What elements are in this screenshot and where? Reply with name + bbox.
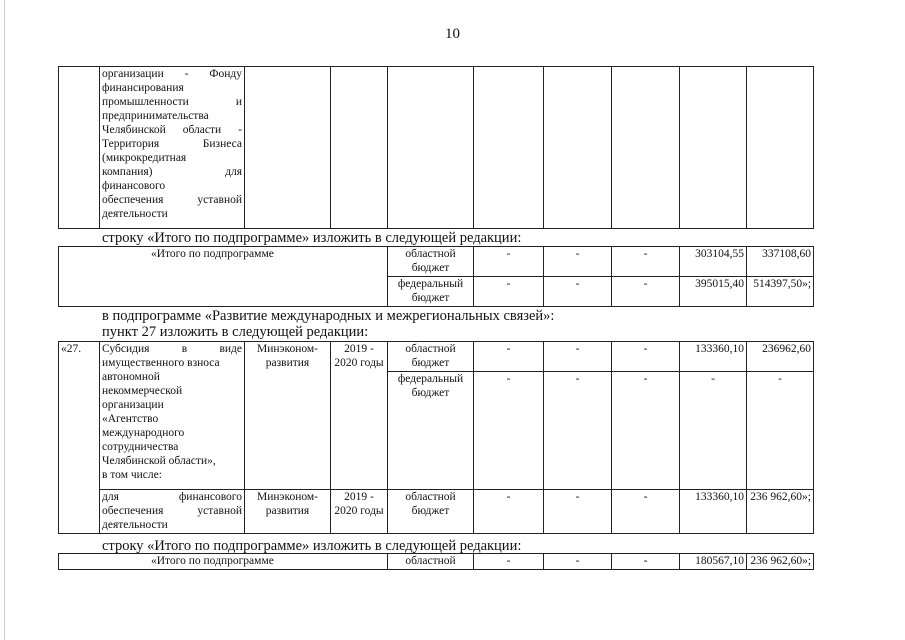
- page-edge-line: [4, 0, 5, 640]
- budget-label: областной бюджет: [388, 490, 474, 534]
- value-cell: 337108,60: [747, 247, 814, 277]
- cell-empty: [474, 67, 544, 229]
- cell-description: организации - Фонду финансирования промышленности и предпринимательства Челябинской области - Территория Бизнеса (микрокредитная компания) для финансового обеспечения уставной деятельности: [100, 67, 245, 229]
- budget-label: федеральный бюджет: [388, 372, 474, 490]
- executor: Минэконом-развития: [245, 342, 331, 490]
- item-number: «27.: [59, 342, 100, 534]
- executor: Минэконом-развития: [245, 490, 331, 534]
- total-label: «Итого по подпрограмме: [59, 247, 388, 307]
- value-cell: 133360,10: [680, 342, 747, 372]
- value-cell: -: [612, 277, 680, 307]
- value-cell: 133360,10: [680, 490, 747, 534]
- cell-empty: [331, 67, 388, 229]
- value-cell: -: [612, 490, 680, 534]
- sub-description: для финансового обеспечения уставной деятельности: [100, 490, 245, 534]
- value-cell: -: [612, 247, 680, 277]
- value-cell: -: [544, 554, 612, 570]
- value-cell: 303104,55: [680, 247, 747, 277]
- cell-empty: [245, 67, 331, 229]
- instruction-text: строку «Итого по подпрограмме» изложить в следующей редакции:: [102, 538, 522, 554]
- value-cell: -: [544, 342, 612, 372]
- value-cell: 395015,40: [680, 277, 747, 307]
- table-item-27: [58, 341, 814, 534]
- budget-label: областной: [388, 554, 474, 570]
- cell-empty: [388, 67, 474, 229]
- page-number: 10: [445, 26, 460, 42]
- value-cell: -: [474, 342, 544, 372]
- value-cell: -: [612, 372, 680, 490]
- value-cell: -: [474, 554, 544, 570]
- value-cell: -: [680, 372, 747, 490]
- value-cell: 514397,50»;: [747, 277, 814, 307]
- instruction-text: пункт 27 изложить в следующей редакции:: [102, 324, 369, 340]
- value-cell: -: [747, 372, 814, 490]
- value-cell: 180567,10: [680, 554, 747, 570]
- value-cell: -: [544, 372, 612, 490]
- value-cell: -: [474, 490, 544, 534]
- instruction-text: в подпрограмме «Развитие международных и межрегиональных связей»:: [102, 308, 555, 324]
- value-cell: 236 962,60»;: [747, 554, 814, 570]
- cell-empty: [544, 67, 612, 229]
- table-total-1: [58, 246, 814, 307]
- table-total-2: [58, 553, 814, 570]
- value-cell: -: [474, 247, 544, 277]
- period: 2019 - 2020 годы: [331, 342, 388, 490]
- value-cell: -: [474, 277, 544, 307]
- cell-num: [59, 67, 100, 229]
- cell-empty: [747, 67, 814, 229]
- value-cell: -: [544, 490, 612, 534]
- period: 2019 - 2020 годы: [331, 490, 388, 534]
- total-label: «Итого по подпрограмме: [59, 554, 388, 570]
- value-cell: -: [544, 247, 612, 277]
- instruction-text: строку «Итого по подпрограмме» изложить в следующей редакции:: [102, 230, 522, 246]
- value-cell: 236962,60: [747, 342, 814, 372]
- value-cell: -: [544, 277, 612, 307]
- value-cell: 236 962,60»;: [747, 490, 814, 534]
- budget-label: федеральный бюджет: [388, 277, 474, 307]
- item-description: Субсидия в виде имущественного взноса автономной некоммерческой организации «Агентство международного сотрудничества Челябинской области», в том числе:: [100, 342, 245, 490]
- value-cell: -: [612, 342, 680, 372]
- budget-label: областной бюджет: [388, 342, 474, 372]
- cell-empty: [612, 67, 680, 229]
- value-cell: -: [612, 554, 680, 570]
- value-cell: -: [474, 372, 544, 490]
- cell-empty: [680, 67, 747, 229]
- budget-label: областной бюджет: [388, 247, 474, 277]
- table-continuation: [58, 66, 814, 229]
